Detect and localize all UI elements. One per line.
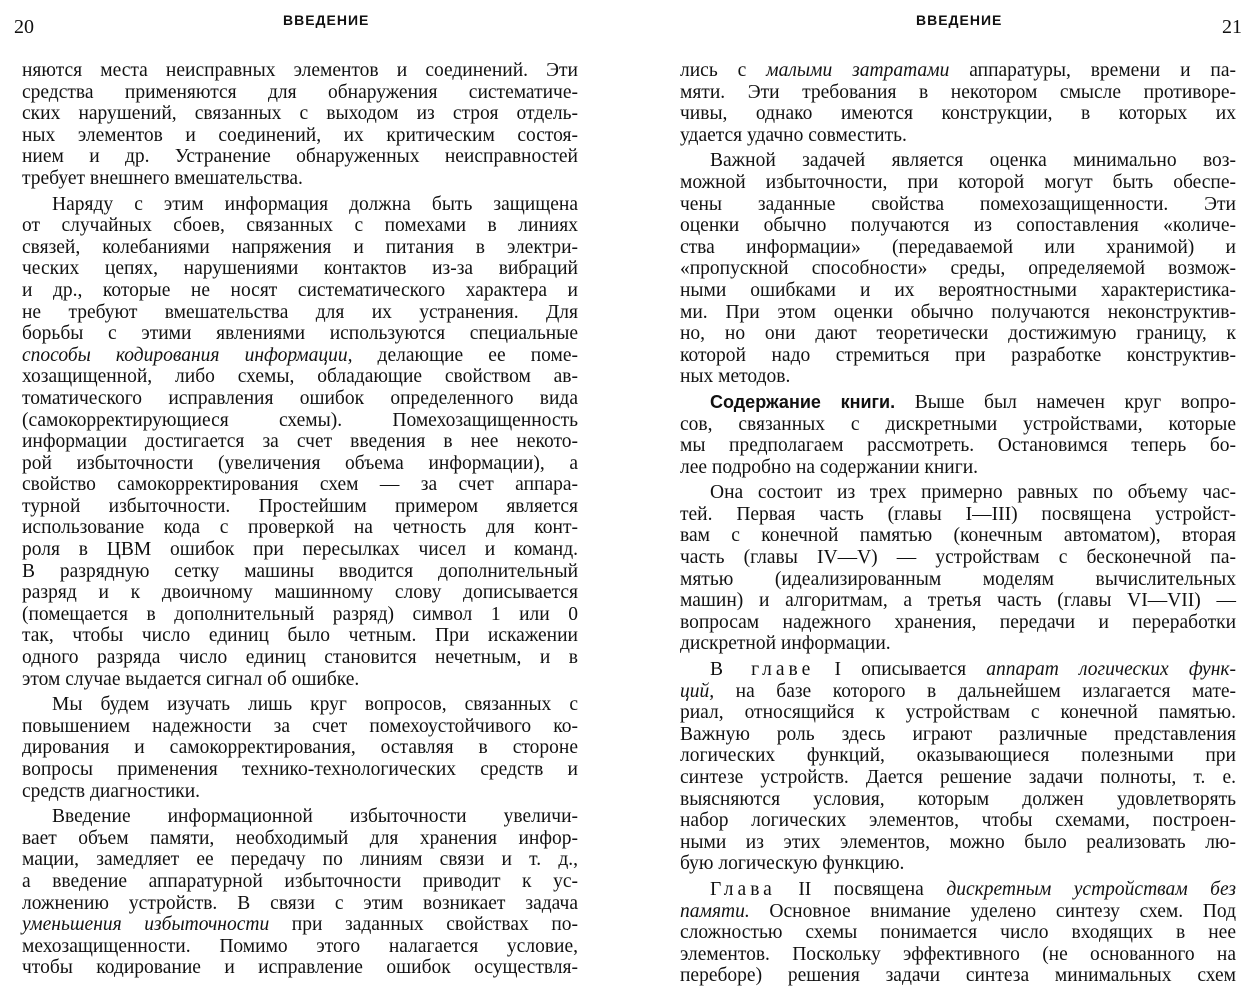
running-header: ВВЕДЕНИЕ bbox=[916, 12, 1003, 28]
text-line bbox=[680, 633, 1236, 655]
text-line bbox=[22, 323, 578, 345]
text-line bbox=[22, 345, 578, 367]
text-line bbox=[22, 781, 578, 803]
text-line bbox=[680, 901, 1236, 923]
text-line bbox=[22, 517, 578, 539]
text-line bbox=[22, 215, 578, 237]
text-line bbox=[680, 853, 1236, 875]
text-segment: ных методов. bbox=[680, 366, 791, 388]
text-line bbox=[22, 806, 578, 828]
text-segment: ложнению устройств. В связи с этим возникает задача bbox=[22, 892, 578, 914]
text-segment: чтобы кодирование и исправление ошибок осуществля- bbox=[22, 957, 578, 979]
text-segment: роля в ЦВМ ошибок при пересылках чисел и команд. bbox=[22, 539, 578, 561]
text-line bbox=[680, 435, 1236, 457]
text-line bbox=[22, 280, 578, 302]
text-line bbox=[22, 194, 578, 216]
text-segment: лись с bbox=[680, 60, 767, 81]
text-line bbox=[680, 724, 1236, 746]
text-line bbox=[22, 957, 578, 979]
page-body bbox=[680, 60, 1236, 987]
text-line bbox=[22, 474, 578, 496]
text-segment: разряд и к двоичному машинному слову дописывается bbox=[22, 582, 578, 604]
text-line bbox=[680, 60, 1236, 82]
text-segment: ческих цепях, нарушениями контактов из-за вибраций bbox=[22, 258, 578, 280]
text-line bbox=[680, 194, 1236, 216]
text-line bbox=[22, 871, 578, 893]
text-line bbox=[680, 922, 1236, 944]
text-line bbox=[680, 345, 1236, 367]
italic-term: дискретным устройствам без bbox=[946, 878, 1236, 900]
text-line bbox=[680, 457, 1236, 479]
text-segment: мехозащищенности. Помимо этого налагается условие, bbox=[22, 935, 578, 957]
text-line bbox=[22, 561, 578, 583]
text-segment: вает объем памяти, необходимый для хранения инфор- bbox=[22, 827, 578, 849]
text-segment: вам с конечной памятью (конечным автоматом), вторая bbox=[680, 525, 1236, 547]
text-segment: мы предполагаем рассмотреть. Остановимся теперь бо- bbox=[680, 435, 1236, 457]
text-line bbox=[22, 82, 578, 104]
text-segment: элементов. Поскольку эффективного (не основанного на bbox=[680, 943, 1236, 965]
text-line bbox=[22, 849, 578, 871]
text-segment: связей, колебаниями напряжения и питания в электри- bbox=[22, 236, 578, 258]
text-line bbox=[22, 716, 578, 738]
text-line bbox=[680, 944, 1236, 966]
text-segment: Основное внимание уделено синтезу схем. Под bbox=[749, 900, 1236, 922]
text-segment: вопросы применения технико-технологических средств и bbox=[22, 759, 578, 780]
text-segment: синтезе устройств. Дается решение задачи полноты, т. е. bbox=[680, 767, 1236, 788]
text-line bbox=[22, 125, 578, 147]
text-segment: средства применяются для обнаружения систематиче- bbox=[22, 81, 578, 103]
text-line bbox=[22, 388, 578, 410]
text-line bbox=[22, 302, 578, 324]
text-segment: на базе которого в дальнейшем излагается мате- bbox=[714, 680, 1236, 702]
text-line bbox=[680, 280, 1236, 302]
text-segment: а введение аппаратурной избыточности приводит к ус- bbox=[22, 870, 578, 892]
text-segment: сов, связанных с дискретными устройствами, которые bbox=[680, 413, 1236, 435]
text-line bbox=[680, 547, 1236, 569]
text-line bbox=[22, 828, 578, 850]
text-line bbox=[22, 258, 578, 280]
text-segment: средств диагностики. bbox=[22, 780, 201, 802]
text-line bbox=[22, 146, 578, 168]
text-segment: «пропускной способности» среды, определяемой возмож- bbox=[680, 258, 1236, 280]
text-line bbox=[680, 789, 1236, 811]
text-segment: Выше был намечен круг вопро- bbox=[895, 391, 1236, 413]
text-segment: при заданных свойствах по- bbox=[269, 914, 579, 936]
text-segment: нием и др. Устранение обнаруженных неисправностей bbox=[22, 146, 578, 168]
text-line bbox=[680, 482, 1236, 504]
text-line bbox=[22, 625, 578, 647]
text-line bbox=[680, 302, 1236, 324]
text-line bbox=[680, 172, 1236, 194]
text-segment: машин) и алгоритмам, а третья часть (главы VI—VII) — bbox=[680, 590, 1236, 612]
text-segment: В разрядную сетку машины вводится дополнительный bbox=[22, 560, 578, 582]
text-segment: Введение информационной избыточности увеличи- bbox=[52, 806, 578, 828]
text-segment: мации, замедляет ее передачу по линиям связи и т. д., bbox=[22, 849, 578, 871]
text-line bbox=[680, 103, 1236, 125]
text-line bbox=[22, 604, 578, 626]
text-line bbox=[22, 759, 578, 781]
bold-heading: Содержание книги. bbox=[710, 391, 896, 412]
text-segment: лее подробно на содержании книги. bbox=[680, 456, 979, 478]
text-line bbox=[22, 539, 578, 561]
text-segment: набор логических элементов, чтобы схемами, построен- bbox=[680, 810, 1236, 832]
text-segment: чены заданные свойства помехозащищенности. Эти bbox=[680, 193, 1236, 215]
text-segment: хозащищенной, либо схемы, обладающие свойством ав- bbox=[22, 366, 578, 388]
text-segment: ми. При этом оценки обычно получаются неконструктив- bbox=[680, 301, 1236, 323]
text-line bbox=[680, 612, 1236, 634]
text-line bbox=[22, 914, 578, 936]
page-number: 20 bbox=[14, 16, 34, 38]
text-segment: ными ошибками и их вероятностными характеристика- bbox=[680, 279, 1236, 301]
text-line bbox=[22, 936, 578, 958]
text-line bbox=[22, 168, 578, 190]
text-segment: выясняются условия, которым должен удовлетворять bbox=[680, 788, 1236, 810]
text-line bbox=[680, 504, 1236, 526]
text-line bbox=[22, 103, 578, 125]
text-line bbox=[22, 60, 578, 82]
text-segment: няются места неисправных элементов и соединений. Эти bbox=[22, 60, 578, 81]
text-line bbox=[680, 215, 1236, 237]
text-segment: так, чтобы число единиц было четным. При искажении bbox=[22, 625, 578, 647]
text-line bbox=[680, 525, 1236, 547]
text-segment: свойство самокорректирования схем — за счет аппара- bbox=[22, 474, 578, 496]
text-segment: чивы, однако имеются конструкции, в которых их bbox=[680, 103, 1236, 125]
text-segment: удается удачно совместить. bbox=[680, 124, 907, 146]
text-segment: (помещается в дополнительный разряд) символ 1 или 0 bbox=[22, 603, 578, 625]
text-line bbox=[680, 237, 1236, 259]
text-segment: переборе) решения задачи синтеза минимальных схем bbox=[680, 965, 1236, 987]
text-line bbox=[680, 659, 1236, 681]
spaced-text: В главе bbox=[710, 659, 815, 681]
text-segment: дискретной информации. bbox=[680, 633, 891, 655]
text-segment: тей. Первая часть (главы I—III) посвящена устройст- bbox=[680, 503, 1236, 525]
text-segment: I описывается bbox=[814, 659, 987, 681]
text-line bbox=[680, 323, 1236, 345]
text-line bbox=[680, 965, 1236, 987]
text-segment: этом случае выдается сигнал об ошибке. bbox=[22, 668, 360, 690]
text-line bbox=[22, 366, 578, 388]
text-line bbox=[680, 414, 1236, 436]
text-segment: не требуют вмешательства для их устранения. Для bbox=[22, 301, 578, 323]
italic-term: малыми затратами bbox=[766, 60, 950, 81]
text-segment: томатического исправления ошибок определенного вида bbox=[22, 387, 578, 409]
text-segment: турной избыточности. Простейшим примером является bbox=[22, 495, 578, 517]
text-segment: сложностью схемы понимается число входящих в нее bbox=[680, 922, 1236, 944]
italic-term: аппарат логических функ- bbox=[986, 659, 1236, 681]
text-segment: Наряду с этим информация должна быть защищена bbox=[52, 193, 578, 215]
right-page bbox=[640, 0, 1248, 990]
text-line bbox=[22, 694, 578, 716]
text-segment: рой избыточности (увеличения объема информации), а bbox=[22, 452, 578, 474]
text-segment: риал, относящийся к устройствам с конечной памятью. bbox=[680, 702, 1236, 724]
text-line bbox=[680, 258, 1236, 280]
text-line bbox=[680, 879, 1236, 901]
text-line bbox=[22, 669, 578, 691]
italic-term: ций, bbox=[680, 680, 715, 702]
text-segment: ства информации» (передаваемой или хранимой) и bbox=[680, 236, 1236, 258]
text-line bbox=[680, 590, 1236, 612]
text-segment: и др., которые не носят систематического характера и bbox=[22, 279, 578, 301]
text-line bbox=[680, 125, 1236, 147]
text-line bbox=[680, 832, 1236, 854]
page-body bbox=[22, 60, 578, 979]
text-line bbox=[22, 737, 578, 759]
text-segment: Важной задачей является оценка минимально воз- bbox=[710, 150, 1236, 172]
text-line bbox=[22, 647, 578, 669]
text-segment: (самокорректирующиеся схемы). Помехозащищенность bbox=[22, 409, 578, 431]
text-line bbox=[22, 893, 578, 915]
text-segment: но, но они дают теоретически достижимую границу, к bbox=[680, 323, 1236, 345]
text-line bbox=[680, 810, 1236, 832]
page-number: 21 bbox=[1222, 16, 1242, 38]
text-segment: бую логическую функцию. bbox=[680, 853, 905, 875]
italic-term: уменьшения избыточности bbox=[22, 914, 270, 936]
italic-term: памяти. bbox=[680, 900, 750, 922]
text-line bbox=[680, 745, 1236, 767]
text-line bbox=[680, 702, 1236, 724]
text-line bbox=[22, 453, 578, 475]
spaced-text: Глава bbox=[710, 878, 776, 900]
text-segment: Важную роль здесь играют различные представления bbox=[680, 723, 1236, 745]
text-segment: ных элементов и соединений, их критическим состоя- bbox=[22, 124, 578, 146]
text-line bbox=[680, 366, 1236, 388]
text-segment: использование кода с проверкой на четность для конт- bbox=[22, 517, 578, 539]
text-segment: можной избыточности, при которой могут быть обеспе- bbox=[680, 171, 1236, 193]
text-segment: требует внешнего вмешательства. bbox=[22, 167, 303, 189]
text-line bbox=[22, 431, 578, 453]
text-segment: одного разряда число единиц становится нечетным, и в bbox=[22, 647, 578, 669]
text-segment: аппаратуры, времени и па- bbox=[949, 60, 1236, 81]
text-segment: борьбы с этими явлениями используются специальные bbox=[22, 323, 578, 345]
text-line bbox=[680, 392, 1236, 414]
text-segment: делающие ее поме- bbox=[352, 344, 579, 366]
text-segment: мяти. Эти требования в некотором смысле противоре- bbox=[680, 81, 1236, 103]
text-segment: ными из этих элементов, можно было реализовать лю- bbox=[680, 831, 1236, 853]
text-segment: оценки обычно получаются из сопоставления «количе- bbox=[680, 215, 1236, 237]
running-header: ВВЕДЕНИЕ bbox=[283, 12, 370, 28]
text-segment: ских нарушений, связанных с выходом из строя отдель- bbox=[22, 103, 578, 125]
text-line bbox=[680, 767, 1236, 789]
text-line bbox=[680, 82, 1236, 104]
text-segment: которой надо стремиться при разработке конструктив- bbox=[680, 344, 1236, 366]
text-segment: информации достигается за счет введения в нее некото- bbox=[22, 431, 578, 453]
text-line bbox=[22, 582, 578, 604]
text-line bbox=[22, 496, 578, 518]
text-segment: от случайных сбоев, связанных с помехами в линиях bbox=[22, 215, 578, 237]
text-segment: II посвящена bbox=[775, 878, 947, 900]
text-line bbox=[680, 681, 1236, 703]
text-line bbox=[680, 569, 1236, 591]
text-segment: Мы будем изучать лишь круг вопросов, связанных с bbox=[52, 694, 578, 716]
text-segment: Она состоит из трех примерно равных по объему час- bbox=[710, 482, 1236, 504]
text-segment: дирования и самокорректирования, оставляя в стороне bbox=[22, 737, 578, 759]
text-segment: вопросам надежного хранения, передачи и переработки bbox=[680, 611, 1236, 633]
text-line bbox=[22, 237, 578, 259]
italic-term: способы кодирования информации, bbox=[22, 344, 353, 366]
text-line bbox=[680, 150, 1236, 172]
text-segment: повышением надежности за счет помехоустойчивого ко- bbox=[22, 715, 578, 737]
text-segment: часть (главы IV—V) — устройствам с бесконечной па- bbox=[680, 547, 1236, 569]
text-segment: мятью (идеализированным моделям вычислительных bbox=[680, 568, 1236, 590]
text-line bbox=[22, 410, 578, 432]
text-segment: логических функций, оказывающиеся полезными при bbox=[680, 745, 1236, 767]
left-page bbox=[0, 0, 600, 990]
